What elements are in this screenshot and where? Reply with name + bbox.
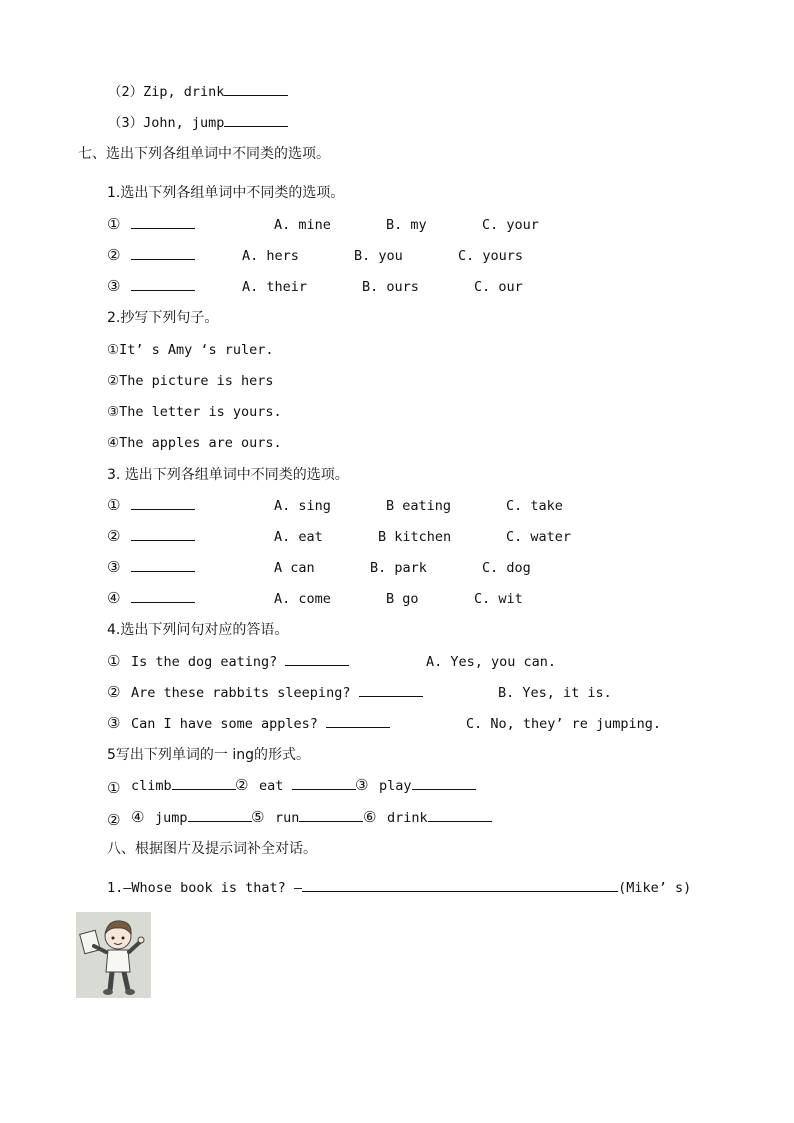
answer-blank[interactable]	[131, 559, 195, 572]
option-a[interactable]: A. their	[242, 279, 308, 295]
answer-blank[interactable]	[224, 114, 288, 127]
answer-blank[interactable]	[131, 278, 195, 291]
boy-holding-book-picture	[76, 912, 151, 998]
option-c[interactable]: C. take	[506, 498, 563, 514]
copy-sentence: ③The letter is yours.	[107, 404, 282, 420]
q3-title: 3. 选出下列各组单词中不同类的选项。	[107, 467, 349, 483]
answer-blank[interactable]	[359, 684, 423, 697]
option-a[interactable]: A. sing	[274, 498, 331, 514]
copy-sentence: ①It’ s Amy ‘s ruler.	[107, 342, 274, 358]
option-c[interactable]: C. your	[482, 217, 539, 233]
answer-blank[interactable]	[131, 216, 195, 229]
option-c[interactable]: C. yours	[458, 248, 524, 264]
option-c[interactable]: C. our	[474, 279, 523, 295]
answer-blank[interactable]	[172, 777, 236, 790]
option-b[interactable]: B kitchen	[378, 529, 452, 545]
item-2: （2）Zip, drink	[108, 83, 288, 101]
option-b[interactable]: B. you	[354, 248, 403, 264]
option-a[interactable]: A. mine	[274, 217, 331, 233]
answer-blank[interactable]	[131, 497, 195, 510]
option-c[interactable]: C. wit	[474, 591, 523, 607]
answer-blank[interactable]	[285, 653, 349, 666]
answer-blank[interactable]	[131, 247, 195, 260]
answer-blank[interactable]	[188, 809, 252, 822]
option-a[interactable]: A. hers	[242, 248, 299, 264]
option-c[interactable]: C. water	[506, 529, 572, 545]
answer-option[interactable]: C. No, they’ re jumping.	[466, 716, 662, 732]
section-7-heading: 七、选出下列各组单词中不同类的选项。	[78, 146, 330, 162]
q1-title: 1.选出下列各组单词中不同类的选项。	[107, 185, 345, 201]
option-b[interactable]: B. ours	[362, 279, 419, 295]
q5-title: 5写出下列单词的一 ing的形式。	[107, 747, 311, 763]
option-b[interactable]: B. my	[386, 217, 427, 233]
answer-option[interactable]: A. Yes, you can.	[426, 654, 557, 670]
answer-option[interactable]: B. Yes, it is.	[498, 685, 612, 701]
section-8-heading: 八、根据图片及提示词补全对话。	[107, 841, 317, 857]
answer-blank[interactable]	[299, 809, 363, 822]
option-c[interactable]: C. dog	[482, 560, 531, 576]
option-b[interactable]: B eating	[386, 498, 452, 514]
answer-blank[interactable]	[224, 83, 288, 96]
answer-blank[interactable]	[302, 879, 618, 892]
item-3: （3）John, jump	[108, 114, 288, 132]
q4-title: 4.选出下列问句对应的答语。	[107, 622, 289, 638]
answer-blank[interactable]	[131, 590, 195, 603]
answer-blank[interactable]	[326, 715, 390, 728]
copy-sentence: ④The apples are ours.	[107, 435, 282, 451]
dialogue-question: 1.—Whose book is that? — (Mike’ s)	[107, 880, 692, 896]
copy-sentence: ②The picture is hers	[107, 373, 274, 389]
q2-title: 2.抄写下列句子。	[107, 310, 219, 326]
option-a[interactable]: A. eat	[274, 529, 323, 545]
answer-blank[interactable]	[412, 777, 476, 790]
option-a[interactable]: A. come	[274, 591, 331, 607]
answer-blank[interactable]	[428, 809, 492, 822]
option-a[interactable]: A can	[274, 560, 315, 576]
option-b[interactable]: B. park	[370, 560, 427, 576]
option-b[interactable]: B go	[386, 591, 419, 607]
answer-blank[interactable]	[131, 528, 195, 541]
answer-blank[interactable]	[292, 777, 356, 790]
